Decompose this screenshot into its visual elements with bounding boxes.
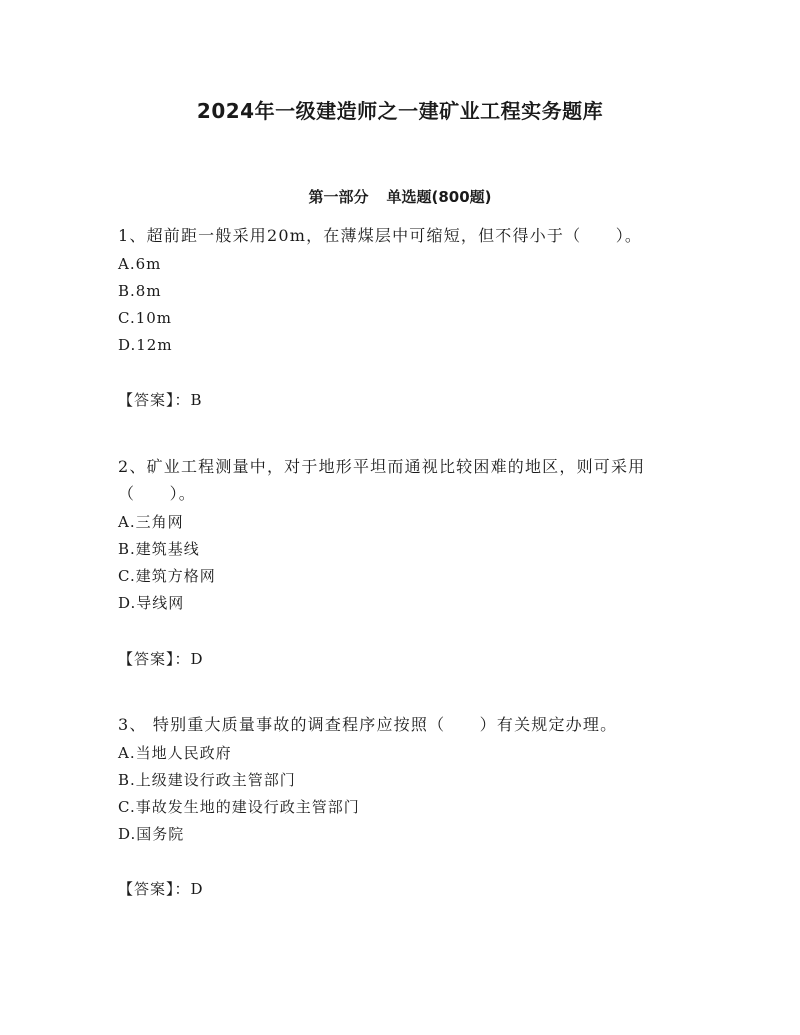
option-d: D.12m (118, 336, 173, 354)
option-a: A.6m (118, 255, 162, 273)
section-heading (0, 186, 800, 207)
question-stem: 2、矿业工程测量中，对于地形平坦而通视比较困难的地区，则可采用（ ）。 (118, 457, 646, 503)
option-list (118, 251, 678, 359)
option-a: A.三角网 (118, 513, 184, 531)
option-c: C.10m (118, 309, 173, 327)
section-part: 第一部分 (308, 188, 369, 206)
answer-1: 【答案】：B (118, 391, 203, 409)
document-title: 2024年一级建造师之一建矿业工程实务题库 (196, 99, 604, 123)
question-1 (118, 222, 678, 359)
question-stem: 1、超前距一般采用20m，在薄煤层中可缩短，但不得小于（ ）。 (118, 226, 643, 245)
option-c: C.建筑方格网 (118, 567, 216, 585)
option-c: C.事故发生地的建设行政主管部门 (118, 798, 360, 816)
option-d: D.导线网 (118, 594, 185, 612)
option-a: A.当地人民政府 (118, 744, 232, 762)
question-3 (118, 711, 678, 848)
option-b: B.上级建设行政主管部门 (118, 771, 296, 789)
option-list (118, 509, 678, 617)
question-stem: 3、 特别重大质量事故的调查程序应按照（ ）有关规定办理。 (118, 715, 618, 734)
option-b: B.8m (118, 282, 162, 300)
option-b: B.建筑基线 (118, 540, 200, 558)
section-name: 单选题(800题) (386, 188, 492, 206)
option-d: D.国务院 (118, 825, 185, 843)
answer-2: 【答案】：D (118, 650, 204, 668)
answer-3: 【答案】：D (118, 880, 204, 898)
question-2 (118, 453, 678, 617)
option-list (118, 740, 678, 848)
